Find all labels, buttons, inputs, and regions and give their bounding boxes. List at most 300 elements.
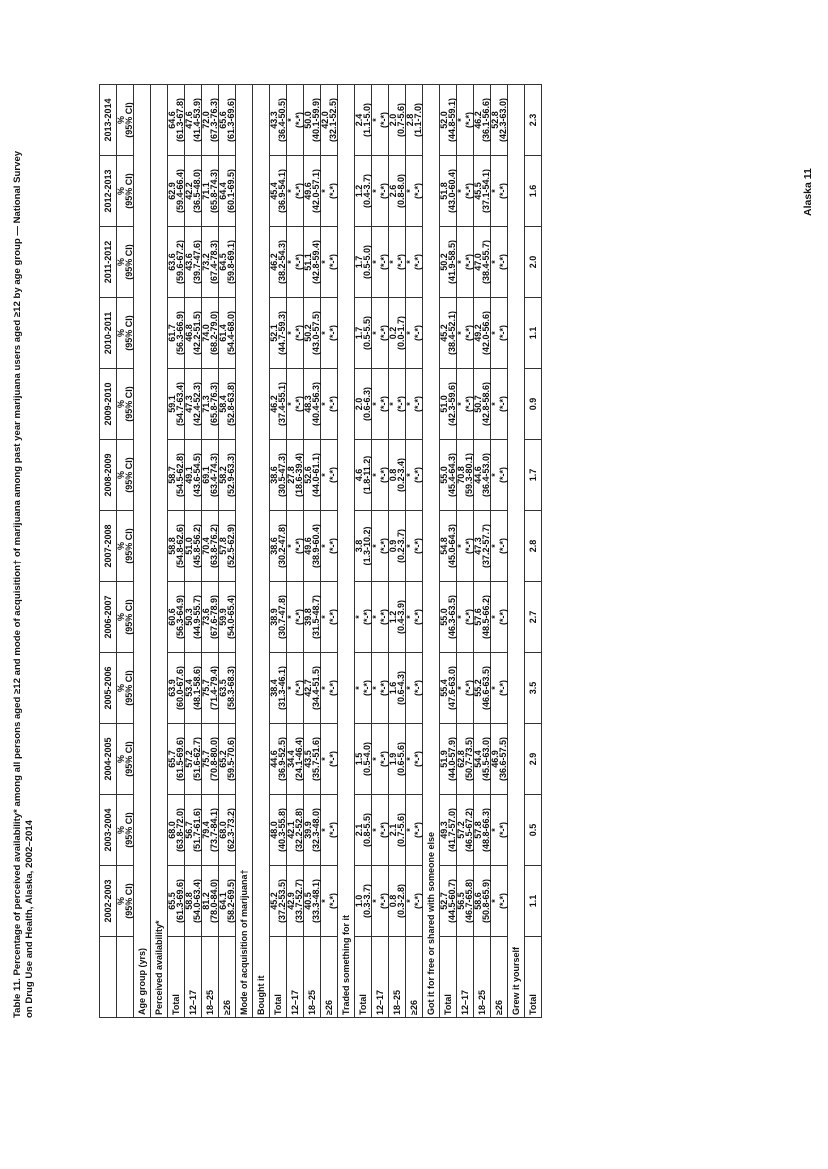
confidence-interval: (40.3-55.8) (277, 807, 287, 853)
year-header: 2004-2005 (100, 724, 117, 795)
confidence-interval: (65.8-74.3) (209, 168, 219, 214)
data-cell (304, 511, 321, 582)
estimate-value: 49.2 (473, 324, 483, 342)
confidence-interval: (0.6-5.6) (396, 742, 406, 777)
table-row (372, 85, 389, 1018)
confidence-interval: (45.8-56.2) (192, 523, 202, 569)
estimate-value: 38.9 (269, 608, 279, 626)
data-cell (168, 582, 185, 653)
confidence-interval: (42.0-56.6) (481, 310, 491, 356)
table-row (389, 85, 406, 1018)
confidence-interval: (37.4-55.1) (277, 381, 287, 427)
data-cell (457, 440, 474, 511)
confidence-interval: (*-*) (498, 325, 508, 341)
ci-label: (95% CI) (124, 244, 134, 280)
estimate-value: 38.4 (269, 679, 279, 697)
confidence-interval: (*-*) (379, 822, 389, 838)
confidence-interval: (44.9-55.7) (192, 594, 202, 640)
grew-section (508, 85, 525, 1018)
confidence-interval: (54.7-63.4) (175, 381, 185, 427)
data-cell: 2.9 (525, 724, 542, 795)
data-cell (321, 582, 338, 653)
confidence-interval: (59.6-67.2) (175, 239, 185, 285)
estimate-value: 72.0 (201, 111, 211, 129)
data-cell (355, 156, 372, 227)
confidence-interval: (*-*) (294, 183, 304, 199)
data-cell (406, 156, 423, 227)
data-cell (270, 85, 287, 156)
data-cell: 2.3 (525, 85, 542, 156)
estimate-value: 51.0 (439, 395, 449, 413)
confidence-interval: (42.8-58.6) (481, 381, 491, 427)
confidence-interval: (58.3-68.3) (226, 665, 236, 711)
data-cell (355, 795, 372, 866)
estimate-value: 64.4 (218, 182, 228, 200)
percent-label: % (116, 471, 126, 480)
table-row (355, 85, 372, 1018)
confidence-interval: (43.6-54.5) (192, 452, 202, 498)
estimate-value: 50.0 (303, 111, 313, 129)
estimate-value: 58.8 (167, 537, 177, 555)
estimate-value: 52.0 (439, 111, 449, 129)
confidence-interval: (46.5-67.2) (464, 807, 474, 853)
mode-section-label: Mode of acquisition of marijuana† (236, 85, 253, 1018)
confidence-interval: (48.1-58.6) (192, 665, 202, 711)
data-cell (287, 582, 304, 653)
estimate-value: 70.4 (201, 537, 211, 555)
data-cell (457, 511, 474, 582)
estimate-value: 46.2 (269, 253, 279, 271)
table-row (406, 85, 423, 1018)
data-cell (474, 298, 491, 369)
unit-header (117, 866, 134, 937)
confidence-interval: (*-*) (498, 538, 508, 554)
table-row (185, 85, 202, 1018)
data-cell (406, 724, 423, 795)
confidence-interval: (36.5-48.0) (192, 168, 202, 214)
table-row (457, 85, 474, 1018)
data-cell (287, 298, 304, 369)
percent-label: % (116, 755, 126, 764)
row-label: 12–17 (287, 937, 304, 1018)
confidence-interval: (1.8-11.2) (362, 455, 372, 495)
estimate-value: 55.2 (473, 679, 483, 697)
data-cell (270, 227, 287, 298)
estimate-value: 57.6 (473, 608, 483, 626)
data-cell (372, 724, 389, 795)
page-footer: Alaska 11 (802, 168, 814, 216)
data-cell (355, 582, 372, 653)
data-cell (491, 724, 508, 795)
ci-label: (95% CI) (124, 528, 134, 564)
data-cell (321, 156, 338, 227)
table-caption: Table 11. Percentage of perceived availability* among all persons aged ≥12 and mode of acquisition† of marijuana among past year marijuana users aged ≥12 by age group — National Survey on Drug Use and Health, Alaska, 2002–2014 (12, 150, 35, 1018)
data-cell: 0.9 (525, 369, 542, 440)
data-cell (168, 298, 185, 369)
confidence-interval: (*-*) (413, 893, 423, 909)
confidence-interval: (36.6-57.5) (498, 736, 508, 782)
data-cell (440, 156, 457, 227)
data-cell (168, 227, 185, 298)
estimate-value: 63.5 (218, 679, 228, 697)
confidence-interval: (37.1-54.1) (481, 168, 491, 214)
data-cell (372, 85, 389, 156)
confidence-interval: (43.0-60.4) (447, 168, 457, 214)
confidence-interval: (52.8-63.8) (226, 381, 236, 427)
estimate-value: 60.6 (167, 608, 177, 626)
estimate-value: * (388, 402, 398, 406)
year-header: 2003-2004 (100, 795, 117, 866)
year-header: 2006-2007 (100, 582, 117, 653)
data-cell (304, 724, 321, 795)
data-cell (372, 795, 389, 866)
unit-header (117, 156, 134, 227)
confidence-interval: (*-*) (413, 467, 423, 483)
estimate-value: 57.8 (473, 821, 483, 839)
confidence-interval: (*-*) (379, 325, 389, 341)
confidence-interval: (*-*) (413, 325, 423, 341)
ci-label: (95% CI) (124, 386, 134, 422)
estimate-value: * (405, 331, 415, 335)
confidence-interval: (*-*) (379, 751, 389, 767)
data-cell (168, 724, 185, 795)
mode-subsection-label: Bought it (253, 85, 270, 1018)
data-cell (270, 795, 287, 866)
estimate-value: 71.3 (201, 395, 211, 413)
data-cell (406, 795, 423, 866)
data-cell (304, 866, 321, 937)
row-label: ≥26 (406, 937, 423, 1018)
data-cell (168, 795, 185, 866)
estimate-value: 65.6 (218, 111, 228, 129)
confidence-interval: (*-*) (413, 751, 423, 767)
confidence-interval: (*-*) (328, 609, 338, 625)
confidence-interval: (42.3-63.0) (498, 97, 508, 143)
confidence-interval: (0.7-5.6) (396, 813, 406, 848)
confidence-interval: (*-*) (328, 396, 338, 412)
confidence-interval: (31.5-48.7) (311, 594, 321, 640)
confidence-interval: (*-*) (328, 467, 338, 483)
data-cell (270, 866, 287, 937)
data-cell (457, 724, 474, 795)
table-row (202, 85, 219, 1018)
confidence-interval: (56.3-64.9) (175, 594, 185, 640)
confidence-interval: (1.1-7.0) (413, 103, 423, 138)
year-header: 2012-2013 (100, 156, 117, 227)
confidence-interval: (42.2-51.5) (192, 310, 202, 356)
data-cell (321, 724, 338, 795)
estimate-value: * (490, 544, 500, 548)
table-row (491, 85, 508, 1018)
estimate-value: 52.7 (439, 892, 449, 910)
data-cell (406, 298, 423, 369)
data-cell (287, 227, 304, 298)
estimate-value: 1.7 (354, 326, 364, 340)
unit-header (117, 724, 134, 795)
estimate-value: 0.9 (388, 539, 398, 553)
estimate-value: * (405, 473, 415, 477)
data-cell (457, 866, 474, 937)
data-cell (491, 653, 508, 724)
estimate-value: 58.6 (473, 892, 483, 910)
data-cell (389, 227, 406, 298)
data-cell (219, 156, 236, 227)
percent-label: % (116, 684, 126, 693)
unit-header (117, 298, 134, 369)
table-row (321, 85, 338, 1018)
data-cell (389, 866, 406, 937)
confidence-interval: (46.7-65.8) (464, 878, 474, 924)
data-cell (372, 511, 389, 582)
data-cell (389, 85, 406, 156)
estimate-value: * (320, 828, 330, 832)
data-cell (355, 298, 372, 369)
estimate-value: * (320, 331, 330, 335)
estimate-value: * (405, 615, 415, 619)
confidence-interval: (61.5-69.6) (175, 736, 185, 782)
confidence-interval: (50.8-65.9) (481, 878, 491, 924)
estimate-value: 61.4 (218, 324, 228, 342)
data-cell (321, 369, 338, 440)
estimate-value: * (371, 899, 381, 903)
table-row (270, 85, 287, 1018)
estimate-value: * (371, 402, 381, 406)
data-cell (304, 298, 321, 369)
confidence-interval: (59.8-69.1) (226, 239, 236, 285)
data-cell (185, 795, 202, 866)
confidence-interval: (30.2-47.8) (277, 523, 287, 569)
estimate-value: 0.8 (388, 468, 398, 482)
estimate-value: 47.6 (184, 111, 194, 129)
ci-label: (95% CI) (124, 883, 134, 919)
data-cell (440, 298, 457, 369)
confidence-interval: (54.4-68.0) (226, 310, 236, 356)
confidence-interval: (65.8-76.3) (209, 381, 219, 427)
confidence-interval: (38.2-54.3) (277, 239, 287, 285)
estimate-value: 74.0 (201, 324, 211, 342)
estimate-value: 38.6 (269, 466, 279, 484)
data-cell (321, 85, 338, 156)
data-cell (185, 440, 202, 511)
data-cell (321, 866, 338, 937)
data-cell (202, 227, 219, 298)
data-cell (185, 866, 202, 937)
row-label: 18–25 (474, 937, 491, 1018)
estimate-value: 51.8 (439, 182, 449, 200)
data-table (99, 84, 542, 1018)
estimate-value: 46.8 (184, 324, 194, 342)
confidence-interval: (0.4-3.9) (396, 600, 406, 635)
confidence-interval: (0.8-5.5) (362, 813, 372, 848)
data-cell (440, 653, 457, 724)
estimate-value: * (354, 615, 364, 619)
data-cell (321, 653, 338, 724)
data-cell (168, 866, 185, 937)
confidence-interval: (46.3-63.5) (447, 594, 457, 640)
confidence-interval: (73.7-84.1) (209, 807, 219, 853)
confidence-interval: (71.4-79.4) (209, 665, 219, 711)
estimate-value: 53.4 (184, 679, 194, 697)
table-row (168, 85, 185, 1018)
estimate-value: 46.2 (269, 395, 279, 413)
confidence-interval: (56.3-66.9) (175, 310, 185, 356)
data-cell (389, 582, 406, 653)
confidence-interval: (32.1-52.5) (328, 97, 338, 143)
data-cell (355, 724, 372, 795)
data-cell (219, 866, 236, 937)
estimate-value: 39.9 (303, 821, 313, 839)
confidence-interval: (59.3-80.1) (464, 452, 474, 498)
data-cell (202, 156, 219, 227)
confidence-interval: (*-*) (379, 112, 389, 128)
estimate-value: * (371, 331, 381, 335)
data-cell (185, 156, 202, 227)
data-cell (389, 653, 406, 724)
estimate-value: 40.5 (303, 892, 313, 910)
confidence-interval: (52.9-63.3) (226, 452, 236, 498)
confidence-interval: (50.7-73.5) (464, 736, 474, 782)
estimate-value: * (456, 118, 466, 122)
data-cell (474, 795, 491, 866)
ci-label: (95% CI) (124, 670, 134, 706)
estimate-value: * (286, 402, 296, 406)
estimate-value: * (456, 544, 466, 548)
data-cell (440, 440, 457, 511)
data-cell (474, 156, 491, 227)
data-cell (304, 795, 321, 866)
data-cell (355, 369, 372, 440)
confidence-interval: (0.8-8.0) (396, 174, 406, 209)
estimate-value: 56.5 (456, 892, 466, 910)
estimate-value: 44.6 (269, 750, 279, 768)
table-row (219, 85, 236, 1018)
year-header: 2010-2011 (100, 298, 117, 369)
data-cell (219, 795, 236, 866)
estimate-value: * (405, 757, 415, 761)
data-cell (355, 653, 372, 724)
estimate-value: * (490, 899, 500, 903)
data-cell (372, 156, 389, 227)
data-cell (389, 440, 406, 511)
confidence-interval: (0.5-5.0) (362, 245, 372, 280)
data-cell (474, 866, 491, 937)
estimate-value: 4.6 (354, 468, 364, 482)
estimate-value: 49.1 (184, 466, 194, 484)
estimate-value: 2.0 (388, 113, 398, 127)
estimate-value: 63.6 (167, 253, 177, 271)
year-header: 2008-2009 (100, 440, 117, 511)
estimate-value: * (286, 260, 296, 264)
estimate-value: * (320, 473, 330, 477)
estimate-value: 54.4 (473, 750, 483, 768)
confidence-interval: (*-*) (294, 325, 304, 341)
data-cell: 0.5 (525, 795, 542, 866)
data-cell (440, 511, 457, 582)
data-cell (287, 156, 304, 227)
data-cell (287, 511, 304, 582)
data-cell (355, 227, 372, 298)
estimate-value: * (371, 828, 381, 832)
data-cell (457, 156, 474, 227)
confidence-interval: (0.2-3.4) (396, 458, 406, 493)
estimate-value: * (371, 189, 381, 193)
estimate-value: 50.3 (184, 608, 194, 626)
confidence-interval: (*-*) (413, 254, 423, 270)
confidence-interval: (54.8-62.6) (175, 523, 185, 569)
row-label: ≥26 (491, 937, 508, 1018)
year-header: 2005-2006 (100, 653, 117, 724)
confidence-interval: (0.3-3.7) (362, 884, 372, 919)
confidence-interval: (*-*) (498, 467, 508, 483)
data-cell (440, 227, 457, 298)
data-cell (474, 653, 491, 724)
estimate-value: 44.6 (473, 466, 483, 484)
year-header: 2002-2003 (100, 866, 117, 937)
year-header: 2011-2012 (100, 227, 117, 298)
data-cell (270, 298, 287, 369)
data-cell (440, 724, 457, 795)
estimate-value: * (490, 189, 500, 193)
data-cell (219, 369, 236, 440)
data-cell (287, 653, 304, 724)
estimate-value: 73.6 (201, 608, 211, 626)
confidence-interval: (41.4-53.9) (192, 97, 202, 143)
data-cell (406, 85, 423, 156)
estimate-value: 42.0 (320, 111, 330, 129)
estimate-value: * (371, 757, 381, 761)
confidence-interval: (*-*) (413, 396, 423, 412)
data-cell (406, 369, 423, 440)
ci-label: (95% CI) (124, 457, 134, 493)
estimate-value: * (286, 544, 296, 548)
data-cell (474, 440, 491, 511)
data-cell (304, 227, 321, 298)
estimate-value: 75.7 (201, 750, 211, 768)
estimate-value: 65.7 (167, 750, 177, 768)
percent-label: % (116, 613, 126, 622)
data-cell (185, 653, 202, 724)
data-cell (321, 440, 338, 511)
estimate-value: 57.8 (218, 537, 228, 555)
mode-subsection (253, 85, 270, 1018)
confidence-interval: (*-*) (396, 254, 406, 270)
confidence-interval: (*-*) (464, 254, 474, 270)
mode-subsection (423, 85, 440, 1018)
estimate-value: * (405, 828, 415, 832)
estimate-value: * (405, 402, 415, 406)
ci-label: (95% CI) (124, 599, 134, 635)
confidence-interval: (63.4-74.3) (209, 452, 219, 498)
data-cell (440, 85, 457, 156)
unit-header (117, 369, 134, 440)
estimate-value: * (286, 331, 296, 335)
confidence-interval: (67.4-78.3) (209, 239, 219, 285)
percent-label: % (116, 258, 126, 267)
year-header: 2007-2008 (100, 511, 117, 582)
estimate-value: 42.1 (286, 821, 296, 839)
estimate-value: 42.2 (184, 182, 194, 200)
data-cell (321, 298, 338, 369)
confidence-interval: (*-*) (328, 751, 338, 767)
confidence-interval: (54.5-62.8) (175, 452, 185, 498)
estimate-value: 51.9 (439, 750, 449, 768)
data-cell (389, 369, 406, 440)
estimate-value: 43.5 (303, 750, 313, 768)
data-cell (304, 582, 321, 653)
estimate-value: 58.2 (218, 466, 228, 484)
data-cell (270, 440, 287, 511)
confidence-interval: (48.8-66.3) (481, 807, 491, 853)
